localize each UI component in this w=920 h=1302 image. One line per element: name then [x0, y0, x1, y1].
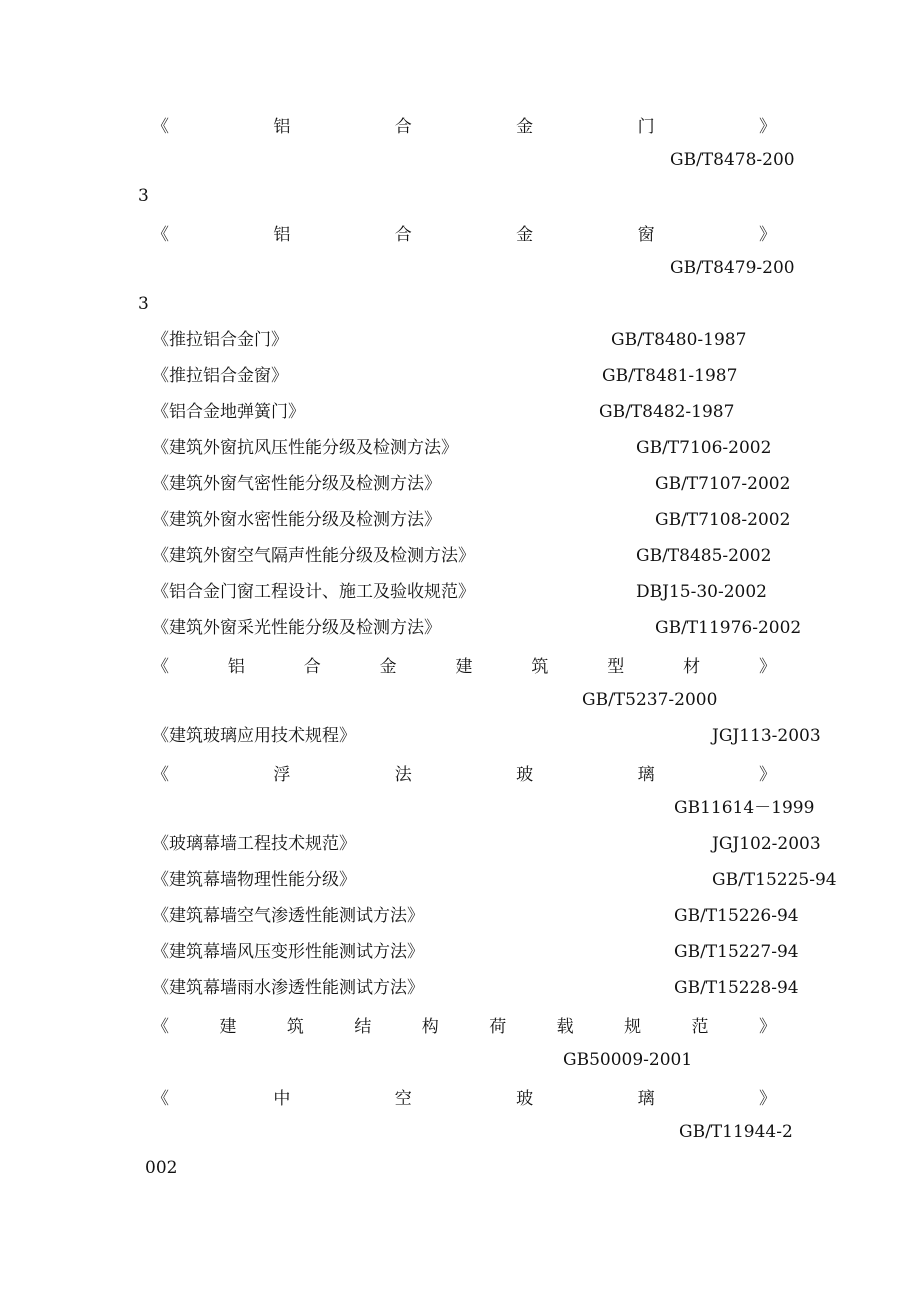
title-char: 《: [152, 1088, 169, 1109]
title-char: 》: [758, 764, 776, 785]
standard-code: GB/T11976-2002: [655, 618, 802, 638]
standard-code: GB/T7108-2002: [655, 510, 791, 530]
standard-title-aluminum-profile: [152, 652, 776, 676]
title-char: 》: [758, 116, 776, 137]
standard-title: 《建筑外窗抗风压性能分级及检测方法》: [152, 438, 458, 458]
title-char: 筑: [286, 1016, 304, 1037]
standard-title: 《建筑幕墙风压变形性能测试方法》: [152, 942, 424, 962]
standard-title: 《推拉铝合金窗》: [152, 366, 288, 386]
title-char: 》: [758, 224, 776, 245]
title-char: 》: [759, 656, 776, 677]
standard-title: 《铝合金地弹簧门》: [152, 402, 305, 422]
title-char: 门: [637, 116, 655, 137]
title-char: 璃: [637, 1088, 655, 1109]
title-char: 结: [354, 1016, 372, 1037]
title-char: 浮: [273, 764, 291, 785]
title-char: 载: [556, 1016, 574, 1037]
code-wrap: 3: [138, 186, 149, 206]
standard-code: GB/T8480-1987: [611, 330, 747, 350]
title-char: 合: [394, 116, 412, 137]
title-char: 材: [683, 656, 701, 677]
standard-title: 《推拉铝合金门》: [152, 330, 288, 350]
title-char: 《: [152, 764, 169, 785]
standard-code: GB/T15225-94: [712, 870, 837, 890]
standard-title-insulating-glass: [152, 1084, 776, 1108]
standard-code: GB50009-2001: [563, 1050, 693, 1070]
standard-code: GB/T15228-94: [674, 978, 799, 998]
title-char: 《: [152, 656, 169, 677]
standard-code: DBJ15-30-2002: [636, 582, 767, 602]
title-char: 合: [394, 224, 412, 245]
standard-code: JGJ102-2003: [712, 834, 821, 854]
title-char: 金: [379, 656, 397, 677]
title-char: 范: [691, 1016, 709, 1037]
standard-title-aluminum-door: [152, 112, 776, 136]
standard-title: 《建筑幕墙空气渗透性能测试方法》: [152, 906, 424, 926]
title-char: 构: [421, 1016, 439, 1037]
standard-code: GB/T15226-94: [674, 906, 799, 926]
title-char: 空: [394, 1088, 412, 1109]
title-char: 《: [152, 116, 169, 137]
title-char: 荷: [489, 1016, 507, 1037]
standard-code: GB/T7107-2002: [655, 474, 791, 494]
title-char: 铝: [273, 116, 291, 137]
title-char: 法: [394, 764, 412, 785]
title-char: 铝: [227, 656, 245, 677]
standard-code: JGJ113-2003: [712, 726, 821, 746]
standard-code: GB11614－1999: [674, 798, 815, 818]
standard-code: GB/T8482-1987: [599, 402, 735, 422]
standard-title: 《建筑外窗水密性能分级及检测方法》: [152, 510, 441, 530]
standard-title: 《建筑玻璃应用技术规程》: [152, 726, 356, 746]
title-char: 》: [758, 1088, 776, 1109]
standard-code: GB/T5237-2000: [582, 690, 718, 710]
standard-title: 《建筑幕墙物理性能分级》: [152, 870, 356, 890]
title-char: 合: [303, 656, 321, 677]
title-char: 《: [152, 224, 169, 245]
standard-code: GB/T11944-2: [679, 1122, 793, 1142]
title-char: 璃: [637, 764, 655, 785]
title-char: 玻: [516, 1088, 534, 1109]
code-wrap: 3: [138, 294, 149, 314]
title-char: 金: [516, 224, 534, 245]
standard-title: 《建筑幕墙雨水渗透性能测试方法》: [152, 978, 424, 998]
standard-title: 《建筑外窗采光性能分级及检测方法》: [152, 618, 441, 638]
standard-code: GB/T8481-1987: [602, 366, 738, 386]
standard-code: GB/T8478-200: [670, 150, 795, 170]
title-char: 玻: [516, 764, 534, 785]
title-char: 铝: [273, 224, 291, 245]
title-char: 中: [273, 1088, 291, 1109]
title-char: 建: [455, 656, 473, 677]
standard-code: GB/T8479-200: [670, 258, 795, 278]
title-char: 》: [758, 1016, 776, 1037]
standard-code: GB/T15227-94: [674, 942, 799, 962]
standard-code: GB/T8485-2002: [636, 546, 772, 566]
title-char: 金: [516, 116, 534, 137]
title-char: 型: [607, 656, 625, 677]
standard-code: GB/T7106-2002: [636, 438, 772, 458]
standard-title-float-glass: [152, 760, 776, 784]
standard-title: 《铝合金门窗工程设计、施工及验收规范》: [152, 582, 475, 602]
title-char: 建: [219, 1016, 237, 1037]
standard-title-aluminum-window: [152, 220, 776, 244]
standard-title: 《建筑外窗空气隔声性能分级及检测方法》: [152, 546, 475, 566]
standard-title-structural-load: [152, 1012, 776, 1036]
title-char: 筑: [531, 656, 549, 677]
standard-title: 《建筑外窗气密性能分级及检测方法》: [152, 474, 441, 494]
title-char: 《: [152, 1016, 169, 1037]
title-char: 窗: [637, 224, 655, 245]
standard-title: 《玻璃幕墙工程技术规范》: [152, 834, 356, 854]
code-wrap: 002: [145, 1158, 178, 1178]
title-char: 规: [624, 1016, 642, 1037]
